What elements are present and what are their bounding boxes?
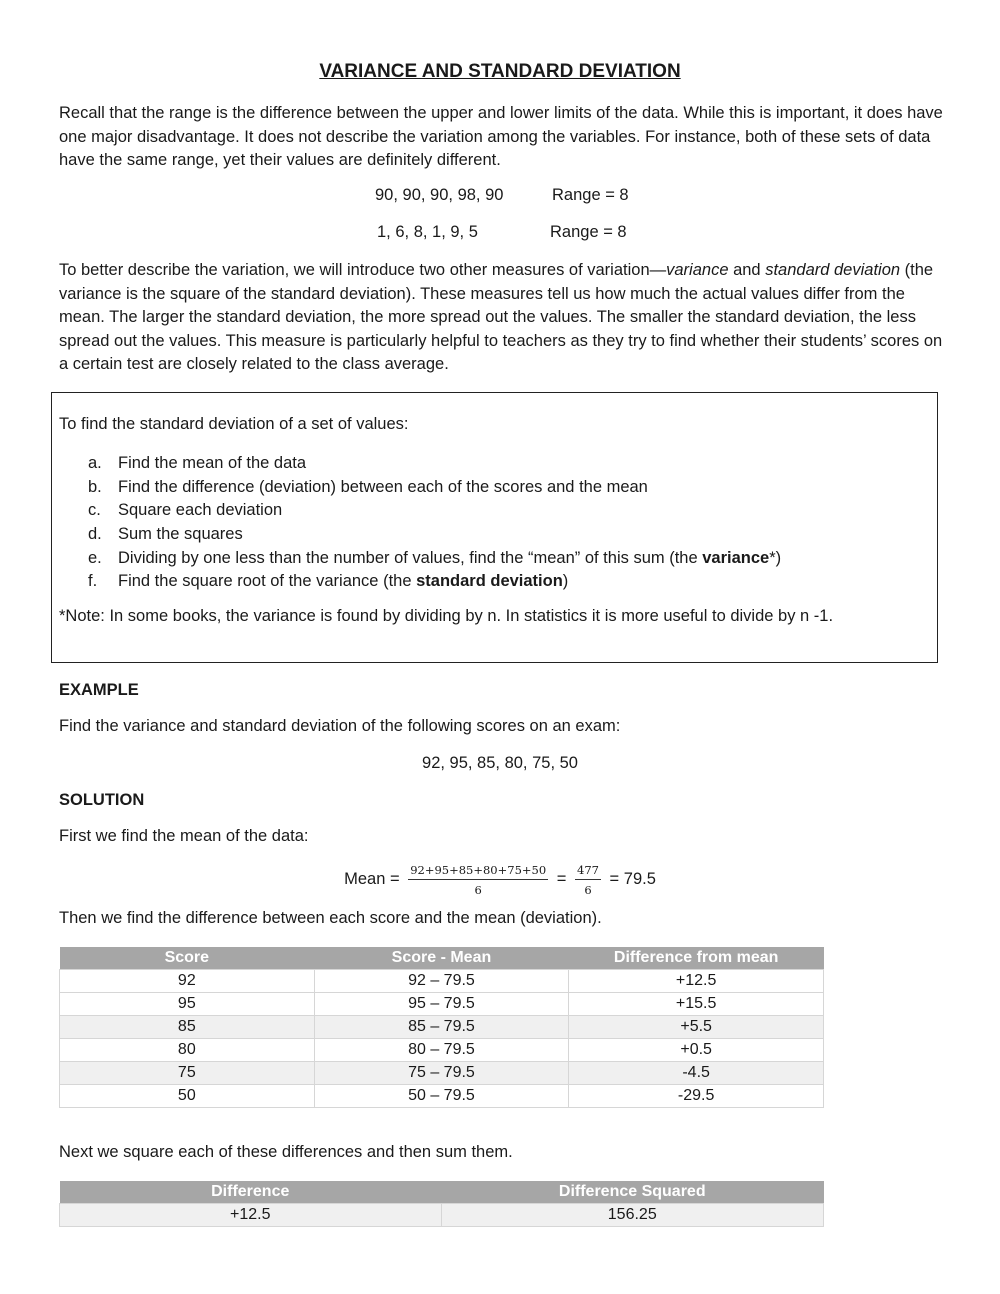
- solution-step-2: Then we find the difference between each score and the mean (deviation).: [59, 909, 602, 927]
- table-row: [60, 1204, 824, 1227]
- list-item: a. Find the mean of the data: [88, 454, 307, 472]
- table-cell: 80: [60, 1039, 315, 1062]
- table-cell: -4.5: [569, 1062, 824, 1085]
- table-row: [60, 993, 824, 1016]
- table-cell: 50: [60, 1085, 315, 1108]
- squared-table: [59, 1181, 824, 1227]
- list-item: c. Square each deviation: [88, 501, 283, 520]
- page-title: VARIANCE AND STANDARD DEVIATION: [319, 61, 681, 82]
- table-cell: 156.25: [441, 1204, 824, 1227]
- table-cell: 85 – 79.5: [314, 1016, 569, 1039]
- column-header: Difference Squared: [441, 1181, 824, 1204]
- table-cell: +12.5: [569, 970, 824, 993]
- column-header: Difference from mean: [569, 947, 824, 970]
- list-item: b. Find the difference (deviation) between each of the scores and the mean: [88, 477, 648, 496]
- solution-heading: SOLUTION: [59, 791, 145, 809]
- table-cell: 92: [60, 970, 315, 993]
- example-prompt: Find the variance and standard deviation of the following scores on an exam:: [59, 717, 621, 735]
- column-header: Score: [60, 947, 315, 970]
- procedure-heading: To find the standard deviation of a set of values:: [59, 415, 409, 433]
- mean-formula: Mean = $\frac{92+95+85+80+75+50}{6}$ = $\frac{477}{6}$ = 79.5: [344, 862, 656, 897]
- table-cell: 85: [60, 1016, 315, 1039]
- mean-fraction-total: $\frac{477}{6}$: [577, 862, 599, 897]
- solution-step-3: Next we square each of these differences and then sum them.: [59, 1143, 513, 1161]
- set-2-range: Range = 8: [550, 223, 627, 241]
- term-standard-deviation: standard deviation: [765, 261, 901, 279]
- table-row: [60, 970, 824, 993]
- table-cell: 75: [60, 1062, 315, 1085]
- table-cell: 75 – 79.5: [314, 1062, 569, 1085]
- set-1-values: 90, 90, 90, 98, 90: [375, 186, 504, 204]
- table-cell: +12.5: [60, 1204, 442, 1227]
- procedure-box: [51, 392, 938, 663]
- set-1-range: Range = 8: [552, 186, 629, 204]
- table-header-row: [60, 947, 824, 970]
- set-2-values: 1, 6, 8, 1, 9, 5: [377, 223, 478, 241]
- list-item: e. Dividing by one less than the number of values, find the “mean” of this sum (the variance*): [88, 548, 782, 567]
- column-header: Difference: [60, 1181, 442, 1204]
- list-item: f. Find the square root of the variance (the standard deviation): [88, 572, 569, 591]
- table-cell: 80 – 79.5: [314, 1039, 569, 1062]
- table-cell: 92 – 79.5: [314, 970, 569, 993]
- term-variance: variance: [666, 261, 729, 279]
- variance-note: *Note: In some books, the variance is found by dividing by n. In statistics it is more useful to divide by n -1.: [59, 607, 834, 625]
- table-row: [60, 1039, 824, 1062]
- example-scores: 92, 95, 85, 80, 75, 50: [422, 754, 578, 772]
- table-cell: 95 – 79.5: [314, 993, 569, 1016]
- deviation-table: [59, 947, 824, 1108]
- table-row: [60, 1085, 824, 1108]
- mean-fraction-sum: $\frac{92+95+85+80+75+50}{6}$: [410, 862, 547, 897]
- table-cell: +0.5: [569, 1039, 824, 1062]
- table-header-row: [60, 1181, 824, 1204]
- procedure-steps: [59, 452, 919, 594]
- table-row: [60, 1016, 824, 1039]
- list-item: d. Sum the squares: [88, 525, 243, 544]
- variation-paragraph: To better describe the variation, we will introduce two other measures of variation—variance and standard deviation (the variance is the square of the standard deviation). These measures tell us how much the actual values differ from the mean. The larger the standard deviation, the more spread out the values. The smaller the standard deviation, the less spread out the values. This measure is particularly helpful to teachers as they try to find whether their students’ scores on a certain test are closely related to the class average.: [59, 261, 943, 374]
- table-cell: -29.5: [569, 1085, 824, 1108]
- solution-step-1: First we find the mean of the data:: [59, 827, 309, 845]
- table-cell: +5.5: [569, 1016, 824, 1039]
- table-row: [60, 1062, 824, 1085]
- example-heading: EXAMPLE: [59, 681, 139, 699]
- table-cell: 50 – 79.5: [314, 1085, 569, 1108]
- intro-paragraph: Recall that the range is the difference between the upper and lower limits of the data. While this is important, it does have one major disadvantage. It does not describe the variation among the variables. For instance, both of these sets of data have the same range, yet their values are definitely different.: [59, 104, 943, 170]
- table-cell: 95: [60, 993, 315, 1016]
- table-cell: +15.5: [569, 993, 824, 1016]
- column-header: Score - Mean: [314, 947, 569, 970]
